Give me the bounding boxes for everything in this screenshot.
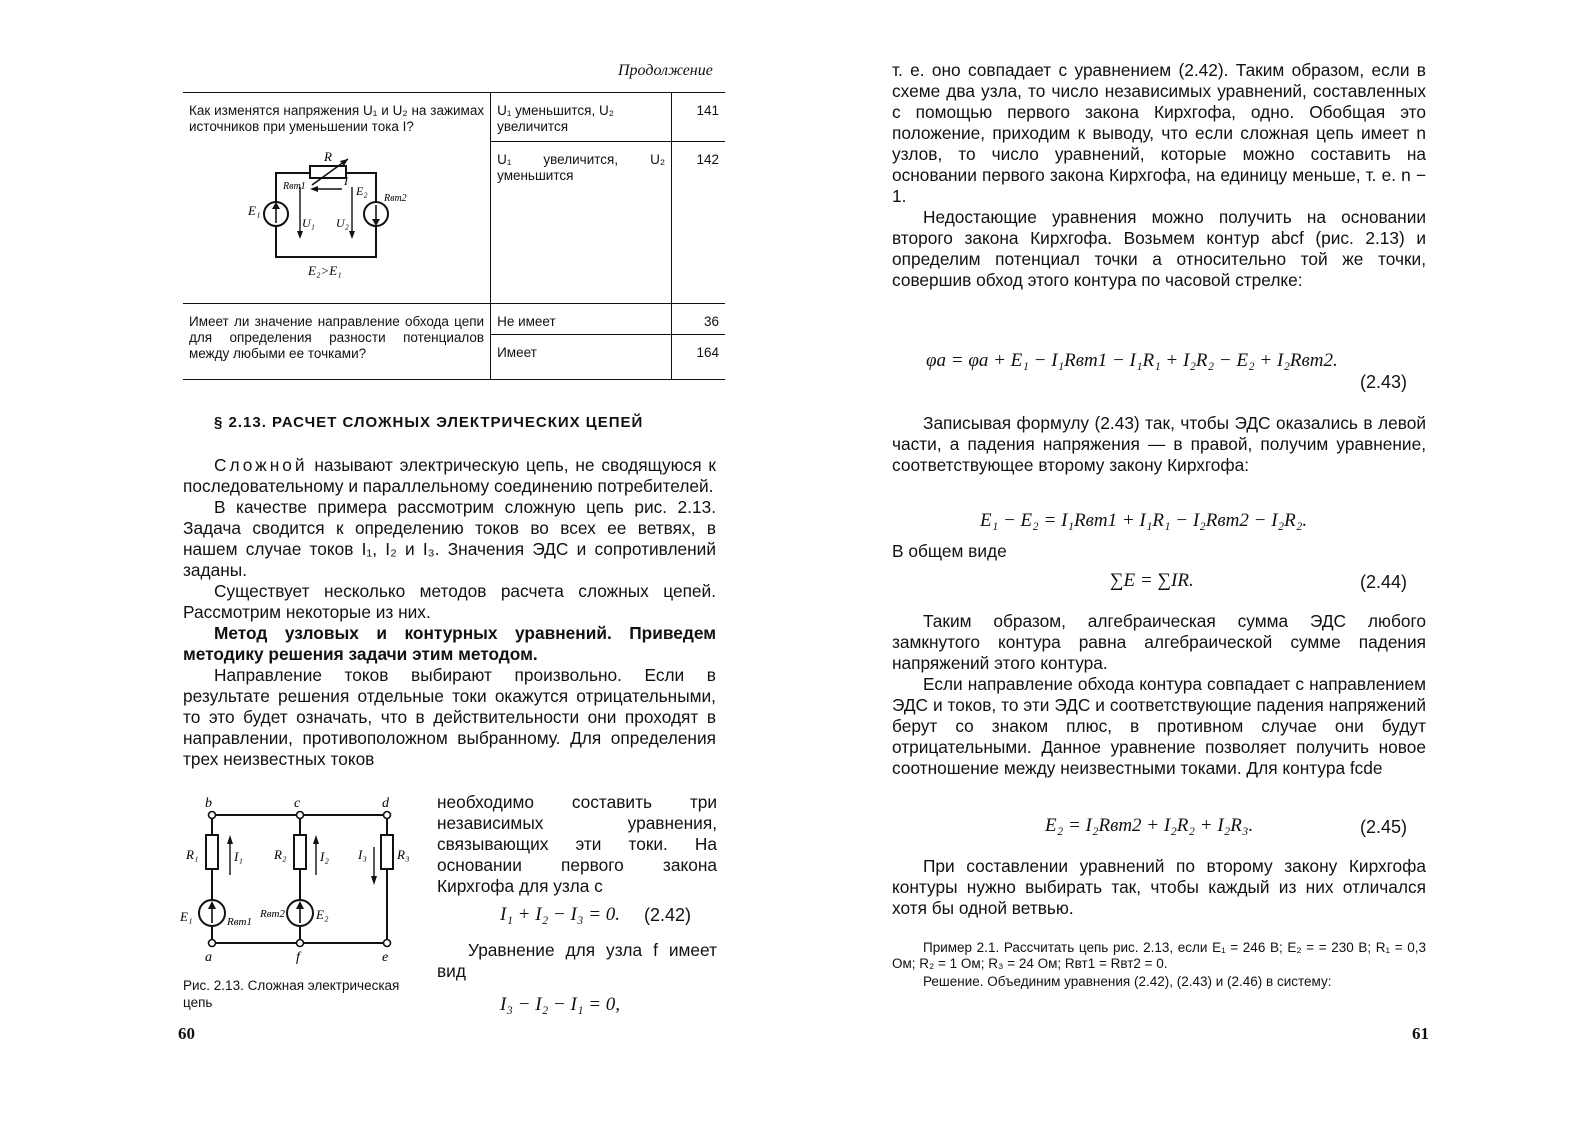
label-I: I	[344, 174, 348, 188]
label-R3: R₃	[397, 847, 410, 862]
paragraph: т. е. оно совпадает с уравнением (2.42). Таким образом, если в схеме два узла, то число независимых уравнений, составленных с помощью первого закона Кирхгофа, одно. Обобщая это положение, приходим к выводу, что если сложная цепь имеет n узлов, то число уравнений, которые можно составить на основании первого закона Кирхгофа, на единицу меньше, т. е. n − 1.	[892, 60, 1426, 206]
question-text: Как изменятся напряжения U₁ и U₂ на зажимах источников при уменьшении тока I?	[189, 103, 485, 134]
ref-cell: 141	[672, 93, 725, 142]
right-body-text-5	[892, 856, 1426, 919]
label-condition: E₂>E₁	[308, 263, 342, 278]
circuit-figure-small	[244, 135, 424, 285]
figure-caption: Рис. 2.13. Сложная электрическая цепь	[183, 978, 400, 1010]
label-I1: I₁	[234, 849, 243, 864]
label-E2: E₂	[316, 907, 329, 922]
node-a: a	[205, 950, 212, 965]
equation-number: (2.42)	[644, 905, 692, 925]
equation-number: (2.45)	[1360, 817, 1408, 837]
answer-cell: U₁ уменьшится, U₂ увеличится	[491, 93, 672, 142]
paragraph: Недостающие уравнения можно получить на основании второго закона Кирхгофа. Возьмем контур abcf (рис. 2.13) и определим потенциал точки a относительно той же точки, совершив обход этого контура по часовой стрелке:	[892, 207, 1426, 290]
paragraph: При составлении уравнений по второму закону Кирхгофа контуры нужно выбирать так, чтобы каждый из них отличался хотя бы одной ветвью.	[892, 856, 1426, 918]
node-f: f	[296, 950, 300, 965]
label-I2: I₂	[320, 849, 329, 864]
page-number: 61	[1412, 1024, 1429, 1043]
ref-cell: 164	[672, 335, 725, 380]
label-E1: E₁	[180, 909, 193, 924]
paragraph: Уравнение для узла f имеет вид	[437, 940, 717, 981]
label-U2: U₂	[336, 216, 349, 230]
question-cell: Имеет ли значение направление обхода цепи для определения разности потенциалов между любыми ее точками?	[183, 304, 491, 380]
table-row	[183, 93, 725, 142]
page-number: 60	[178, 1024, 195, 1043]
right-body-text	[892, 60, 1426, 291]
node-b: b	[205, 796, 212, 811]
paragraph: Таким образом, алгебраическая сумма ЭДС любого замкнутого контура равна алгебраической сумме падения напряжений этого контура.	[892, 611, 1426, 673]
question-cell	[183, 93, 491, 304]
left-body-text	[183, 455, 716, 770]
right-body-text-2	[892, 413, 1426, 476]
left-side-text	[437, 792, 717, 897]
node-e: e	[382, 950, 389, 965]
question-table	[183, 92, 725, 380]
label-U1: U₁	[302, 216, 315, 230]
node-c: c	[294, 796, 301, 811]
paragraph: Метод узловых и контурных уравнений. Приведем методику решения задачи этим методом.	[183, 623, 716, 664]
equation-number: (2.44)	[1360, 572, 1408, 592]
answer-cell: Не имеет	[491, 304, 672, 335]
label-Rvt2: Rвт2	[384, 193, 407, 204]
label-Rvt1: Rвт1	[227, 916, 252, 928]
paragraph: необходимо составить три независимых уравнения, связывающих эти токи. На основании первого закона Кирхгофа для узла c	[437, 792, 717, 896]
label-E1: E₁	[248, 203, 261, 218]
label-Rvt1: Rвт1	[283, 181, 306, 192]
equation-2-42: I₁ + I₂ − I₃ = 0.	[500, 904, 621, 925]
answer-cell: Имеет	[491, 335, 672, 380]
right-body-text-3	[892, 541, 1426, 562]
paragraph: В качестве примера рассмотрим сложную цепь рис. 2.13. Задача сводится к определению токов во всех ее ветвях, в нашем случае токов I₁, I₂ и I₃. Значения ЭДС и сопротивлений заданы.	[183, 497, 716, 580]
node-d: d	[382, 796, 389, 811]
paragraph: Если направление обхода контура совпадает с направлением ЭДС и токов, то эти ЭДС и соответствующие падения напряжений берут со знаком плюс, в противном случае они будут отрицательными. Данное уравнение позволяет получить новое соотношение между неизвестными токами. Для контура fcde	[892, 674, 1426, 778]
ref-cell: 36	[672, 304, 725, 335]
paragraph: называют электрическую цепь, не сводящуюся к последовательному и параллельному соединению потребителей.	[183, 455, 716, 496]
continuation-label: Продолжение	[618, 62, 713, 79]
paragraph: Направление токов выбирают произвольно. Если в результате решения отдельные токи окажутся отрицательными, то это будет означать, что в действительности они проходят в направлении, противоположном выбранному. Для определения трех неизвестных токов	[183, 665, 716, 769]
section-title: § 2.13. РАСЧЕТ СЛОЖНЫХ ЭЛЕКТРИЧЕСКИХ ЦЕПЕЙ	[214, 414, 644, 431]
circuit-figure-2-13	[172, 795, 422, 975]
label-I3: I₃	[358, 847, 367, 862]
answer-cell: U₁ увеличится, U₂ уменьшится	[491, 142, 672, 304]
label-R2: R₂	[274, 847, 287, 862]
ref-cell: 142	[672, 142, 725, 304]
equation-node-f: I₃ − I₂ − I₁ = 0,	[500, 994, 621, 1015]
equation-2-45: E₂ = I₂Rвт2 + I₂R₂ + I₂R₃.	[1045, 815, 1254, 836]
paragraph: Существует несколько методов расчета сложных цепей. Рассмотрим некоторые из них.	[183, 581, 716, 622]
equation-number: (2.43)	[1360, 372, 1408, 392]
example-text: Пример 2.1. Рассчитать цепь рис. 2.13, если E₁ = 246 В; E₂ = = 230 В; R₁ = 0,3 Ом; R₂ = 1 Ом; R₃ = 24 Ом; Rвт1 = Rвт2 = 0.	[892, 940, 1426, 971]
label-R1: R₁	[186, 847, 199, 862]
label-E2: E₂	[356, 184, 368, 198]
equation-2-44: ∑E = ∑IR.	[1110, 570, 1194, 591]
right-page	[790, 0, 1583, 1132]
label-R: R	[324, 149, 332, 164]
paragraph: Записывая формулу (2.43) так, чтобы ЭДС оказались в левой части, а падения напряжения — в правой, получим уравнение, соответствующее второму закону Кирхгофа:	[892, 413, 1426, 475]
label-Rvt2: Rвт2	[260, 908, 285, 920]
right-body-text-4	[892, 611, 1426, 779]
paragraph: В общем виде	[892, 541, 1007, 561]
equation-2-43: φa = φa + E₁ − I₁Rвт1 − I₁R₁ + I₂R₂ − E₂ + I₂Rвт2.	[926, 350, 1338, 371]
term-spaced: Сложной	[214, 455, 308, 475]
equation-kirchhoff: E₁ − E₂ = I₁Rвт1 + I₁R₁ − I₂Rвт2 − I₂R₂.	[980, 510, 1308, 531]
left-side-text-2	[437, 940, 717, 982]
left-page	[0, 0, 790, 1132]
table-row	[183, 304, 725, 335]
solution-text: Решение. Объединим уравнения (2.42), (2.43) и (2.46) в систему:	[923, 974, 1332, 989]
